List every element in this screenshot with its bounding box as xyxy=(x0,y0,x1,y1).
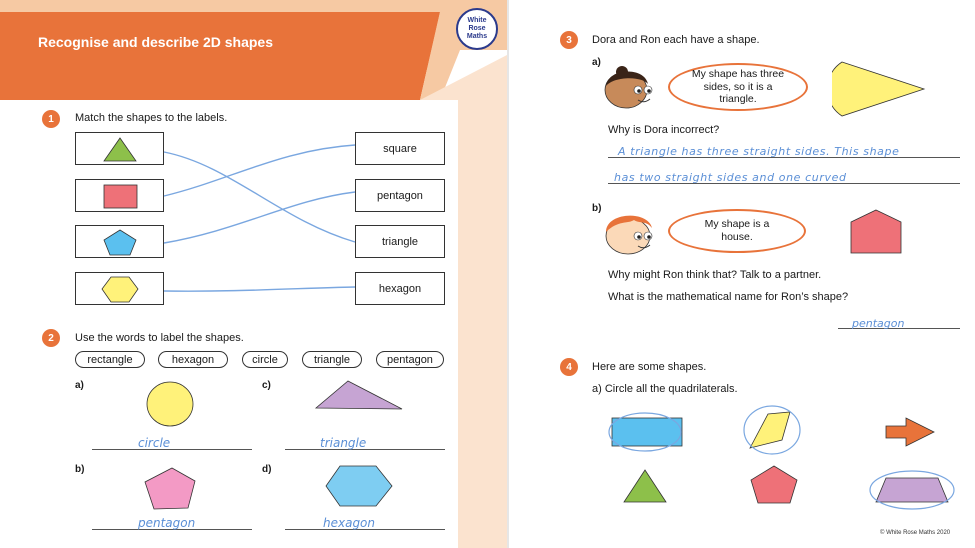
label-box-square: square xyxy=(355,132,445,165)
q3-part-a-answer-1: A triangle has three straight sides. This shape xyxy=(618,145,900,158)
q2-part-c-answer: triangle xyxy=(320,436,367,450)
question-3-number: 3 xyxy=(560,31,578,49)
dora-face-icon xyxy=(600,62,664,112)
question-3-prompt: Dora and Ron each have a shape. xyxy=(592,34,760,46)
q2-part-d-letter: d) xyxy=(262,464,272,475)
q3-part-a-letter: a) xyxy=(592,57,601,68)
q2-part-d-answer: hexagon xyxy=(323,516,376,530)
q3-part-b-answer: pentagon xyxy=(852,317,905,330)
q2-part-a-answer-line xyxy=(92,449,252,450)
purple-trapezium-shape xyxy=(876,478,948,502)
word-pill-rectangle: rectangle xyxy=(75,351,145,368)
pink-pentagon-shape xyxy=(140,465,200,513)
q2-part-a-letter: a) xyxy=(75,380,84,391)
house-pentagon-shape xyxy=(848,208,904,256)
blue-hexagon-shape xyxy=(322,463,396,509)
semicircle-triangle-shape xyxy=(832,58,932,120)
q4-part-a-prompt: a) Circle all the quadrilaterals. xyxy=(592,383,738,395)
logo-line3: Maths xyxy=(466,33,488,40)
match-line-pentagon xyxy=(164,192,355,243)
q2-part-b-letter: b) xyxy=(75,464,85,475)
question-1-number: 1 xyxy=(42,110,60,128)
question-4-number: 4 xyxy=(560,358,578,376)
quadrilateral-shapes xyxy=(600,400,960,520)
q2-part-a-answer: circle xyxy=(138,436,171,450)
label-box-triangle: triangle xyxy=(355,225,445,258)
matching-lines xyxy=(0,0,507,320)
green-triangle-shape-q4 xyxy=(624,470,666,502)
ron-face-icon xyxy=(600,208,664,258)
red-pentagon-shape-q4 xyxy=(751,466,797,503)
match-line-hexagon xyxy=(164,287,355,291)
dora-speech-bubble: My shape has three sides, so it is a triangle. xyxy=(668,63,808,111)
q3-part-a-question: Why is Dora incorrect? xyxy=(608,124,720,136)
label-box-pentagon: pentagon xyxy=(355,179,445,212)
word-pill-circle: circle xyxy=(242,351,288,368)
purple-triangle-shape xyxy=(310,378,410,414)
q3-part-b-letter: b) xyxy=(592,203,602,214)
logo-line2: Rose xyxy=(468,25,486,32)
orange-arrow-shape xyxy=(886,418,934,446)
q3-part-b-question-1: Why might Ron think that? Talk to a partner. xyxy=(608,269,822,281)
question-2-number: 2 xyxy=(42,329,60,347)
label-box-hexagon: hexagon xyxy=(355,272,445,305)
q3-part-b-question-2: What is the mathematical name for Ron’s shape? xyxy=(608,291,849,303)
question-2-prompt: Use the words to label the shapes. xyxy=(75,332,244,344)
page-gutter xyxy=(507,0,509,548)
q2-part-b-answer: pentagon xyxy=(138,516,196,530)
q3-part-a-answer-2: has two straight sides and one curved xyxy=(614,171,847,184)
q2-part-c-letter: c) xyxy=(262,380,271,391)
word-pill-triangle: triangle xyxy=(302,351,362,368)
word-pill-hexagon: hexagon xyxy=(158,351,228,368)
question-4-prompt: Here are some shapes. xyxy=(592,361,707,373)
word-pill-pentagon: pentagon xyxy=(376,351,444,368)
ron-speech-bubble: My shape is a house. xyxy=(668,209,806,253)
blue-rectangle-shape xyxy=(612,418,682,446)
page-title: Recognise and describe 2D shapes xyxy=(38,34,273,50)
yellow-kite-shape xyxy=(750,412,790,448)
copyright-text: © White Rose Maths 2020 xyxy=(880,530,951,536)
question-1-prompt: Match the shapes to the labels. xyxy=(75,112,228,124)
yellow-circle-shape xyxy=(138,380,202,428)
logo-line1: White xyxy=(467,17,487,24)
match-line-square xyxy=(164,145,355,196)
